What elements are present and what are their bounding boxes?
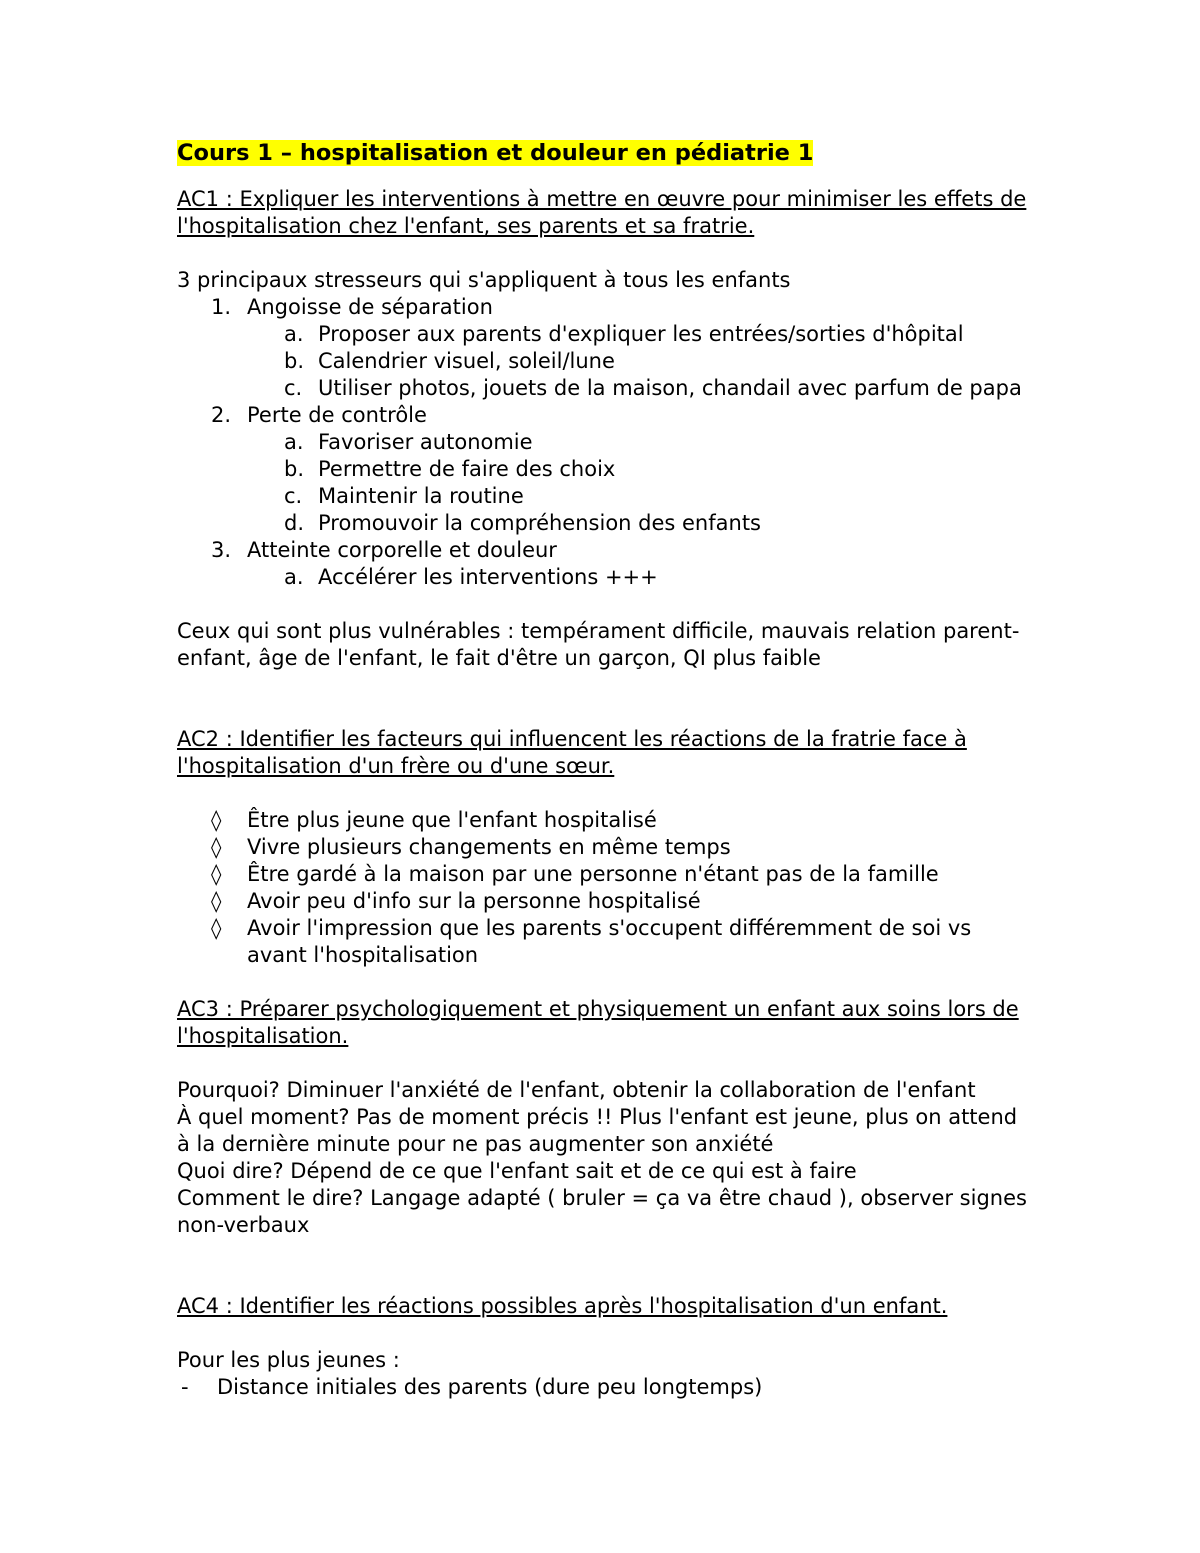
list-item-text: Être plus jeune que l'enfant hospitalisé <box>247 808 657 832</box>
list-item <box>177 375 1027 402</box>
list-item-text: Maintenir la routine <box>318 484 524 508</box>
list-item <box>177 861 1027 888</box>
list-item <box>177 348 1027 375</box>
list-marker: b. <box>284 457 305 481</box>
stressor-label: Atteinte corporelle et douleur <box>247 538 557 562</box>
list-item <box>177 888 1027 915</box>
ac3-heading: AC3 : Préparer psychologiquement et physiquement un enfant aux soins lors de l'hospitalisation. <box>177 997 1019 1048</box>
ac4-intro: Pour les plus jeunes : <box>177 1348 400 1372</box>
sibling-factor-list <box>177 807 1027 969</box>
stressor-label: Perte de contrôle <box>247 403 427 427</box>
list-item <box>177 429 1027 456</box>
ac3-how: Comment le dire? Langage adapté ( bruler = ça va être chaud ), observer signes non-verbaux <box>177 1186 1027 1237</box>
list-item <box>177 1374 1027 1401</box>
list-item <box>177 321 1027 348</box>
stressor-label: Angoisse de séparation <box>247 295 493 319</box>
list-marker: d. <box>284 511 305 535</box>
list-marker: c. <box>284 484 303 508</box>
list-item <box>177 510 1027 537</box>
list-item-text: Utiliser photos, jouets de la maison, chandail avec parfum de papa <box>318 376 1022 400</box>
stressor-subitems <box>177 321 1027 402</box>
stressor-subitems <box>177 429 1027 537</box>
list-marker: b. <box>284 349 305 373</box>
list-item-text: Accélérer les interventions +++ <box>318 565 658 589</box>
sub-list <box>177 429 1027 537</box>
list-item-text: Permettre de faire des choix <box>318 457 616 481</box>
list-item-text: Proposer aux parents d'expliquer les entrées/sorties d'hôpital <box>318 322 964 346</box>
list-marker: 1. <box>211 295 232 319</box>
list-marker: 3. <box>211 538 232 562</box>
list-marker: a. <box>284 322 304 346</box>
list-item-text: Avoir peu d'info sur la personne hospitalisé <box>247 889 701 913</box>
diamond-bullet-icon: ◊ <box>211 889 222 913</box>
sub-list <box>177 564 1027 591</box>
reaction-list <box>177 1374 1027 1401</box>
list-item <box>177 483 1027 510</box>
list-item <box>177 834 1027 861</box>
ac1-intro: 3 principaux stresseurs qui s'appliquent à tous les enfants <box>177 268 791 292</box>
ac1-heading: AC1 : Expliquer les interventions à mettre en œuvre pour minimiser les effets de l'hospitalisation chez l'enfant, ses parents et sa fratrie. <box>177 187 1027 238</box>
dash-bullet-icon: - <box>181 1375 189 1399</box>
list-marker: a. <box>284 565 304 589</box>
list-item <box>177 915 1027 969</box>
list-item <box>177 807 1027 834</box>
list-item-text: Vivre plusieurs changements en même temps <box>247 835 731 859</box>
document-page <box>177 138 1027 1401</box>
diamond-bullet-icon: ◊ <box>211 808 222 832</box>
ac1-vulnerable: Ceux qui sont plus vulnérables : tempérament difficile, mauvais relation parent-enfant, âge de l'enfant, le fait d'être un garçon, QI plus faible <box>177 619 1020 670</box>
stressor-subitems <box>177 564 1027 591</box>
ac4-heading: AC4 : Identifier les réactions possibles après l'hospitalisation d'un enfant. <box>177 1294 948 1318</box>
list-item-text: Promouvoir la compréhension des enfants <box>318 511 761 535</box>
ac2-heading: AC2 : Identifier les facteurs qui influencent les réactions de la fratrie face à l'hospitalisation d'un frère ou d'une sœur. <box>177 727 967 778</box>
list-item-text: Être gardé à la maison par une personne n'étant pas de la famille <box>247 862 939 886</box>
list-marker: 2. <box>211 403 232 427</box>
stressor-item <box>177 294 1027 321</box>
list-marker: c. <box>284 376 303 400</box>
diamond-bullet-icon: ◊ <box>211 862 222 886</box>
list-item-text: Avoir l'impression que les parents s'occupent différemment de soi vs avant l'hospitalisation <box>247 916 972 967</box>
stressor-list <box>177 294 1027 591</box>
ac3-when: À quel moment? Pas de moment précis !! Plus l'enfant est jeune, plus on attend à la dernière minute pour ne pas augmenter son anxiété <box>177 1105 1018 1156</box>
stressor-item <box>177 537 1027 564</box>
list-marker: a. <box>284 430 304 454</box>
stressor-item <box>177 402 1027 429</box>
diamond-bullet-icon: ◊ <box>211 835 222 859</box>
title-highlight: Cours 1 – hospitalisation et douleur en pédiatrie 1 <box>177 140 814 166</box>
list-item-text: Distance initiales des parents (dure peu longtemps) <box>217 1375 763 1399</box>
list-item-text: Calendrier visuel, soleil/lune <box>318 349 615 373</box>
ac3-what: Quoi dire? Dépend de ce que l'enfant sait et de ce qui est à faire <box>177 1159 857 1183</box>
list-item-text: Favoriser autonomie <box>318 430 533 454</box>
diamond-bullet-icon: ◊ <box>211 916 222 940</box>
document-title <box>177 138 1027 168</box>
list-item <box>177 456 1027 483</box>
ac3-why: Pourquoi? Diminuer l'anxiété de l'enfant, obtenir la collaboration de l'enfant <box>177 1078 976 1102</box>
list-item <box>177 564 1027 591</box>
sub-list <box>177 321 1027 402</box>
